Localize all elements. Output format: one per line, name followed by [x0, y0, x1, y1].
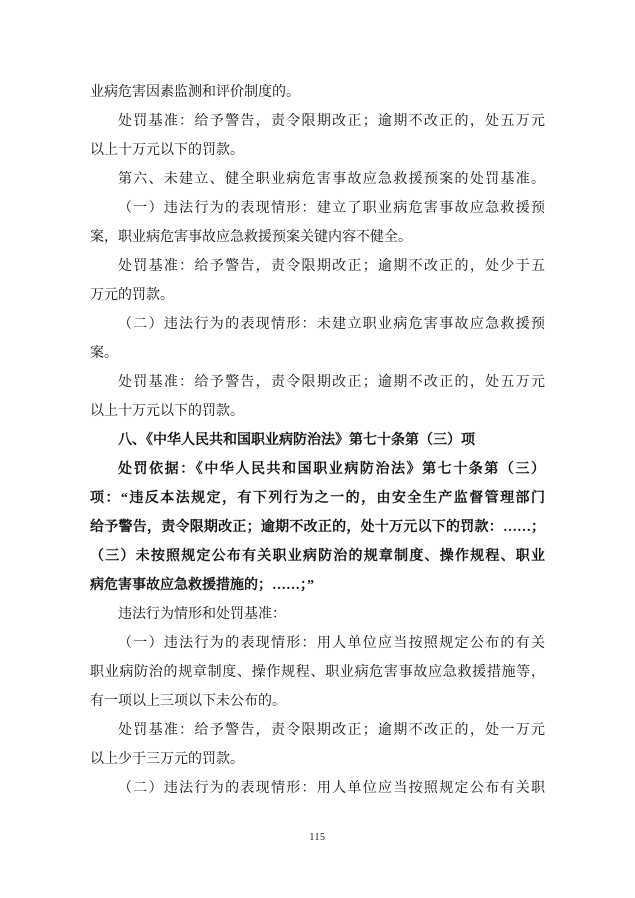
- text-line: 案。: [90, 346, 118, 361]
- text-line: 处罚基准：给予警告，责令限期改正；逾期不改正的，处少于五: [118, 259, 545, 274]
- text-line: （一）违法行为的表现情形：建立了职业病危害事故应急救援预: [118, 201, 545, 216]
- text-line: 违法行为情形和处罚基准：: [118, 607, 286, 622]
- text-line: 八、《中华人民共和国职业病防治法》第七十条第（三）项: [118, 433, 475, 448]
- text-line: 以上少于三万元的罚款。: [90, 752, 244, 767]
- text-line: 处罚基准：给予警告，责令限期改正；逾期不改正的，处一万元: [118, 723, 545, 738]
- text-line: 职业病防治的规章制度、操作规程、职业病危害事故应急救援措施等，: [90, 665, 545, 680]
- text-line: 万元的罚款。: [90, 288, 174, 303]
- text-line: （一）违法行为的表现情形：用人单位应当按照规定公布的有关: [118, 636, 545, 651]
- text-line: 病危害事故应急救援措施的；……；”: [90, 578, 314, 593]
- text-line: 业病危害因素监测和评价制度的。: [90, 85, 300, 100]
- text-line: 处罚基准：给予警告，责令限期改正；逾期不改正的，处五万元: [118, 375, 545, 390]
- text-line: （二）违法行为的表现情形：用人单位应当按照规定公布有关职: [118, 781, 545, 796]
- page-number: 115: [309, 832, 326, 843]
- text-line: 处罚基准：给予警告，责令限期改正；逾期不改正的，处五万元: [118, 114, 545, 129]
- text-line: 第六、未建立、健全职业病危害事故应急救援预案的处罚基准。: [118, 172, 545, 187]
- text-line: （二）违法行为的表现情形：未建立职业病危害事故应急救援预: [118, 317, 545, 332]
- text-line: 案，职业病危害事故应急救援预案关键内容不健全。: [90, 230, 412, 245]
- text-line: 有一项以上三项以下未公布的。: [90, 694, 286, 709]
- text-line: （三）未按照规定公布有关职业病防治的规章制度、操作规程、职业: [90, 549, 545, 564]
- document-body: [90, 78, 545, 803]
- text-line: 以上十万元以下的罚款。: [90, 143, 244, 158]
- text-line: 以上十万元以下的罚款。: [90, 404, 244, 419]
- text-line: 处罚依据：《中华人民共和国职业病防治法》第七十条第（三）: [118, 462, 545, 477]
- text-line: 给予警告，责令限期改正；逾期不改正的，处十万元以下的罚款：……；: [90, 520, 545, 535]
- text-line: 项：“违反本法规定，有下列行为之一的，由安全生产监督管理部门: [90, 491, 545, 506]
